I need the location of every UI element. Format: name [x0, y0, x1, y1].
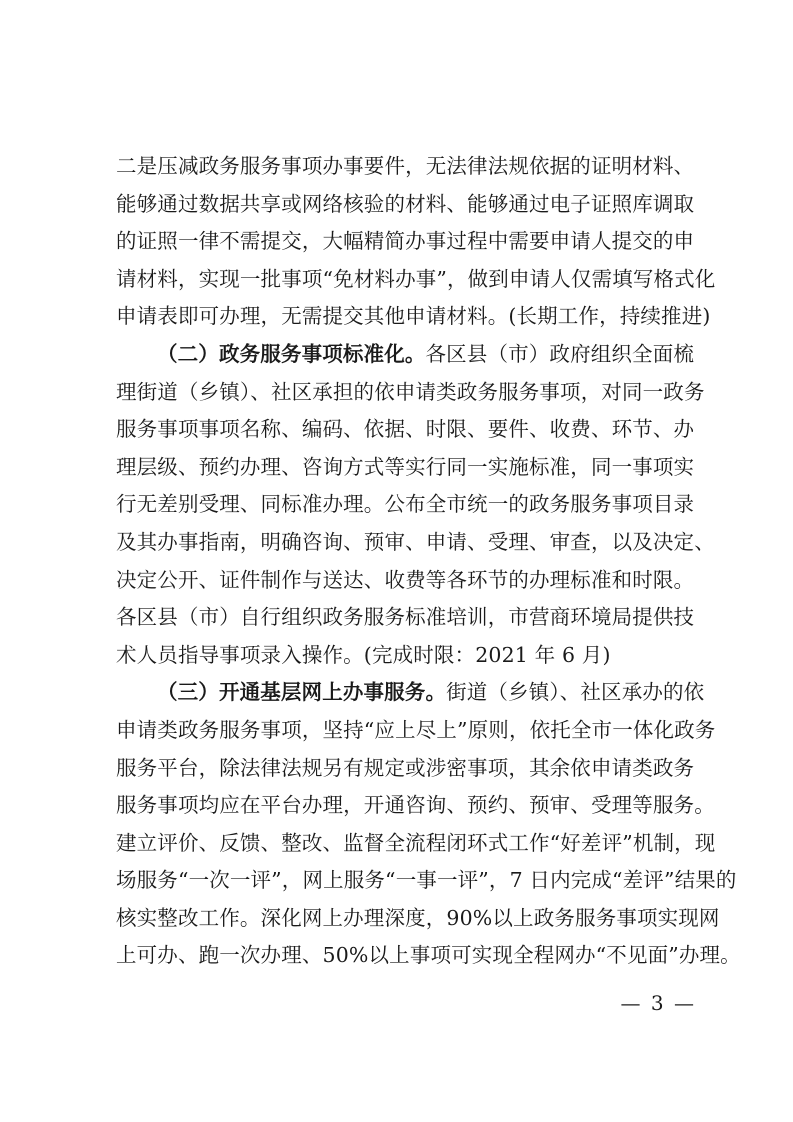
text-line: 核实整改工作。深化网上办理深度，90%以上政务服务事项实现网 [116, 905, 720, 930]
paragraph-1 [116, 148, 716, 336]
section-heading: （三）开通基层网上办事服务。 [157, 680, 447, 705]
text-line: 服务事项均应在平台办理，开通咨询、预约、预审、受理等服务。 [116, 793, 715, 818]
section-heading: （二）政务服务事项标准化。 [157, 341, 426, 366]
text-line: 申请表即可办理，无需提交其他申请材料。(长期工作，持续推进) [116, 304, 711, 329]
text-line: 理层级、预约办理、咨询方式等实行同一实施标准，同一事项实 [116, 454, 695, 479]
text-line: 服务平台，除法律法规另有规定或涉密事项，其余依申请类政务 [116, 755, 695, 780]
paragraph-3 [116, 674, 741, 975]
text-line: 上可办、跑一次办理、50%以上事项可实现全程网办“不见面”办理。 [116, 943, 741, 968]
text-line: 的证照一律不需提交，大幅精简办事过程中需要申请人提交的申 [116, 229, 695, 254]
text-line [116, 674, 705, 712]
text-line [116, 336, 694, 374]
text-line: 场服务“一次一评”，网上服务“一事一评”，7 日内完成“差评”结果的 [116, 868, 737, 893]
text-line: 服务事项事项名称、编码、依据、时限、要件、收费、环节、办 [116, 417, 695, 442]
text-line: 建立评价、反馈、整改、监督全流程闭环式工作“好差评”机制，现 [116, 830, 716, 855]
text-line: 能够通过数据共享或网络核验的材料、能够通过电子证照库调取 [116, 191, 695, 216]
text-line: 请材料，实现一批事项“免材料办事”，做到申请人仅需填写格式化 [116, 266, 716, 291]
text-line: 行无差别受理、同标准办理。公布全市统一的政务服务事项目录 [116, 492, 695, 517]
document-body [116, 148, 741, 975]
text-fragment: 街道（乡镇）、社区承办的依 [446, 680, 705, 705]
page-number: — 3 — [620, 991, 696, 1015]
text-fragment: 各区县（市）政府组织全面梳 [425, 341, 694, 366]
text-line: 决定公开、证件制作与送达、收费等各环节的办理标准和时限。 [116, 567, 695, 592]
text-line: 二是压减政务服务事项办事要件，无法律法规依据的证明材料、 [116, 154, 695, 178]
paragraph-2 [116, 336, 715, 674]
text-line: 术人员指导事项录入操作。(完成时限：2021 年 6 月) [116, 642, 611, 667]
text-line: 理街道（乡镇）、社区承担的依申请类政务服务事项，对同一政务 [116, 379, 705, 404]
text-line: 各区县（市）自行组织政务服务标准培训，市营商环境局提供技 [116, 605, 695, 630]
text-line: 及其办事指南，明确咨询、预审、申请、受理、审查，以及决定、 [116, 529, 715, 554]
text-line: 申请类政务服务事项，坚持“应上尽上”原则，依托全市一体化政务 [116, 717, 716, 742]
